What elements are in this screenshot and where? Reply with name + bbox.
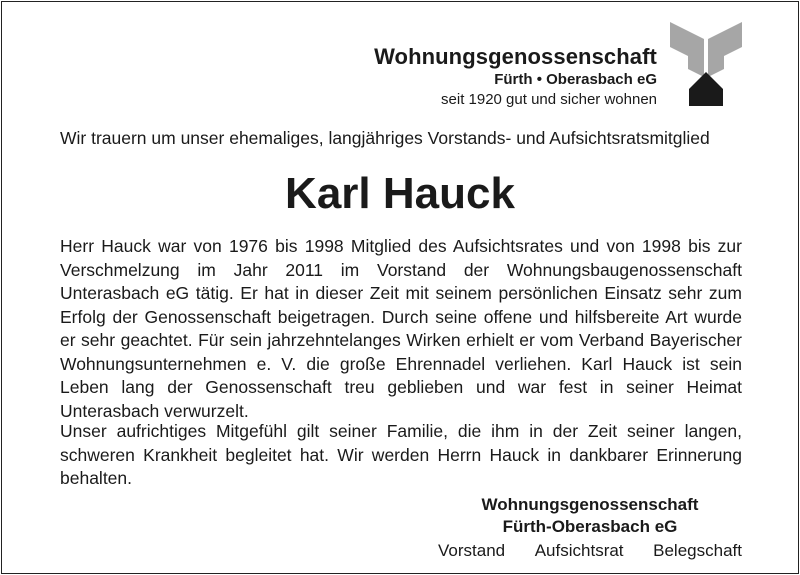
signature-role-board: Vorstand [438,541,506,560]
org-place: Fürth • Oberasbach eG [494,71,657,88]
signature-org-name: Wohnungsgenossenschaft [481,495,699,514]
housing-cooperative-logo-icon [670,22,742,106]
signature-roles [438,540,742,562]
org-name: Wohnungsgenossenschaft [374,44,657,69]
deceased-name: Karl Hauck [285,169,515,218]
signature-role-staff: Belegschaft [653,541,742,560]
logo-right-block [708,22,742,77]
signature-org-place: Fürth-Oberasbach eG [502,517,678,536]
signature-role-supervisory-board: Aufsichtsrat [534,541,624,560]
signature-block [438,494,742,562]
header [374,44,657,110]
logo-house [689,72,723,106]
condolence-paragraph: Unser aufrichtiges Mitgefühl gilt seiner Familie, die ihm in der Zeit seiner langen, schweren Krankheit begleitet hat. Wir werden Herrn Hauck in dankbarer Erinnerung behalten. [60,421,742,488]
intro-text: Wir trauern um unser ehemaliges, langjähriges Vorstands- und Aufsichtsratsmitglied [60,128,710,148]
biography-paragraph: Herr Hauck war von 1976 bis 1998 Mitglied des Aufsichtsrates und von 1998 bis zur Verschmelzung im Jahr 2011 im Vorstand der Wohnungsbaugenossenschaft Unterasbach eG tätig. Er hat in dieser Zeit mit seinem persönlichen Einsatz sehr zum Erfolg der Genossenschaft beigetragen. Durch seine offene und hilfsbereite Art wurde er sehr geachtet. Für sein jahrzehntelanges Wirken erhielt er vom Verband Bayerischer Wohnungsunternehmen e. V. die große Ehrennadel verliehen. Karl Hauck ist sein Leben lang der Genossenschaft treu geblieben und war fest in seiner Heimat Unterasbach verwurzelt. [60,236,742,421]
org-slogan: seit 1920 gut und sicher wohnen [441,91,657,108]
logo-left-block [670,22,704,77]
